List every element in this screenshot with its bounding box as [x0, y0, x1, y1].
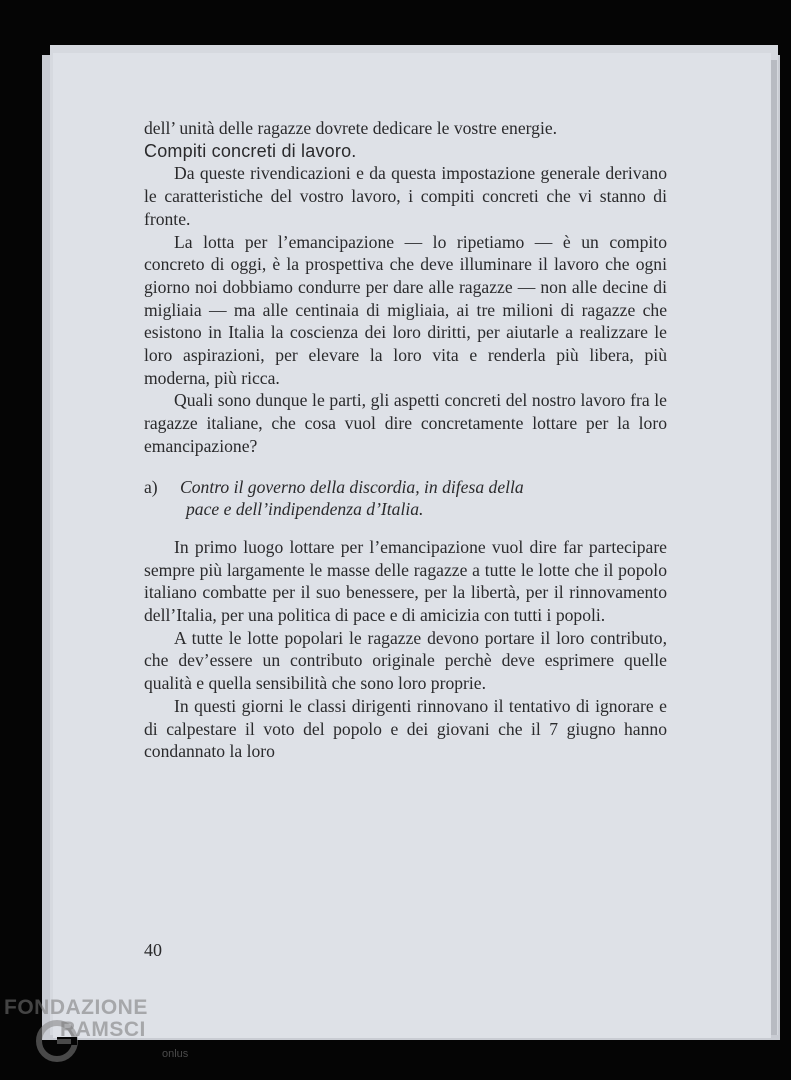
subsection-title-line: Contro il governo della discordia, in difesa della [180, 476, 524, 497]
subsection-title [180, 476, 667, 521]
paragraph: In primo luogo lottare per l’emancipazione vuol dire far partecipare sempre più largamente le masse delle ragazze a tutte le lotte che il popolo italiano combatte per il suo benessere, per la libertà, per il rinnovamento dell’Italia, per una politica di pace e di amicizia con tutti i popoli. [144, 536, 667, 626]
watermark-text: onlus [162, 1048, 189, 1060]
subsection-letter: a) [144, 476, 158, 497]
subsection-heading [144, 476, 667, 521]
page-text [144, 117, 667, 763]
page-number: 40 [144, 940, 162, 960]
paragraph: Da queste rivendicazioni e da questa impostazione generale derivano le caratteristiche del vostro lavoro, i compiti concreti che vi stanno di fronte. [144, 163, 667, 229]
watermark-text: FONDAZIONE [4, 996, 148, 1019]
page-edge [771, 60, 777, 1035]
paragraph: Quali sono dunque le parti, gli aspetti concreti del nostro lavoro fra le ragazze italiane, che cosa vuol dire concretamente lottare per la loro emancipazione? [144, 390, 667, 456]
paragraph: La lotta per l’emancipazione — lo ripetiamo — è un compito concreto di oggi, è la prospettiva che deve illuminare il lavoro che ogni giorno noi dobbiamo condurre per dare alle ragazze — non alle decine di migliaia — ma alle centinaia di migliaia, ai tre milioni di ragazze che esistono in Italia la coscienza dei loro diritti, per aiutarle a realizzare le loro aspirazioni, per elevare la loro vita e renderla più libera, più moderna, più ricca. [144, 231, 667, 388]
watermark-logo [4, 996, 204, 1076]
paragraph-continuation: dell’ unità delle ragazze dovrete dedicare le vostre energie. [144, 118, 558, 138]
watermark-text: RAMSCI [60, 1018, 146, 1041]
paragraph: A tutte le lotte popolari le ragazze devono portare il loro contributo, che dev’essere un contributo originale perchè deve esprimere quelle qualità e quella sensibilità che sono loro proprie. [144, 627, 667, 694]
subsection-title-line: pace e dell’indipendenza d’Italia. [186, 499, 424, 520]
section-heading: Compiti concreti di lavoro. [144, 140, 357, 161]
paragraph: In questi giorni le classi dirigenti rinnovano il tentativo di ignorare e di calpestare il voto del popolo e dei giovani che il 7 giugno hanno condannato la loro [144, 695, 667, 762]
book-page [53, 53, 771, 1038]
